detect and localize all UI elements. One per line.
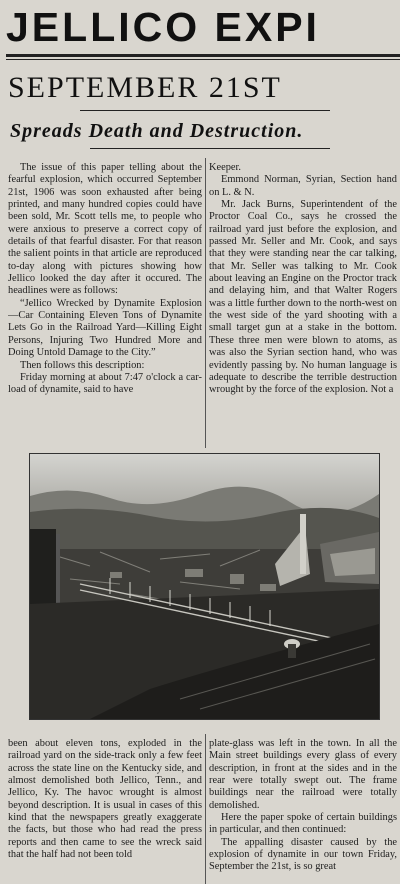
article-paragraph: Emmond Norman, Syrian, Section hand on L. & N. [209, 174, 397, 198]
explosion-aftermath-photo [29, 453, 380, 720]
column-divider [205, 158, 206, 448]
column-divider-bottom [205, 734, 206, 884]
masthead-rule-thin [6, 59, 400, 60]
article-column-bottom-left [8, 738, 202, 884]
article-paragraph: Mr. Jack Burns, Superintendent of the Proctor Coal Co., says he crossed the railroad yard just before the explosion, and passed Mr. Seller and Mr. Cook, and says that they were standing near the car talking, that Mr. Seller was talking to Mr. Cook about leaving an Engine on the Proctor track and delaying him, and that Walter Rogers was a little further down to the north-west on the west side of the yard shooting with a small target gun at a stake in the bottom. These three men were blown to atoms, as was also the Syrian section hand, who was evidently passing by. No human language is adequate to describe the terrible destruction wrought by the force of the explosion. Not a [209, 199, 397, 396]
article-column-bottom-right [209, 738, 397, 884]
article-paragraph: Then follows this description: [20, 359, 145, 371]
article-column-top-left [8, 162, 202, 447]
article-paragraph: Here the paper spoke of certain buildings in particular, and then continued: [209, 812, 397, 836]
subhead-divider [90, 148, 330, 149]
article-paragraph: The appalling disaster caused by the explosion of dynamite in our town Friday, September the 21st, is so great [209, 836, 397, 873]
article-column-top-right [209, 162, 397, 447]
masthead-rule [6, 54, 400, 57]
masthead: JELLICO EXPI [6, 4, 320, 50]
article-paragraph: “Jellico Wrecked by Dynamite Explosion—Car Containing Eleven Tons of Dynamite Lets Go in the Railroad Yard—Killing Eight Persons, Injuring Two Hundred More and Doing Untold Damage to the City.” [8, 297, 202, 359]
subheadline: Spreads Death and Destruction. [10, 120, 304, 142]
headline-divider [80, 110, 330, 111]
article-paragraph: plate-glass was left in the town. In all the Main street buildings every glass of every description, in front at the sides and in the rear were totally swept out. The frame buildings near the railroad were totally demolished. [209, 738, 397, 811]
article-paragraph: been about eleven tons, exploded in the railroad yard on the side-track only a few feet across the state line on the Kentucky side, and almost demolished both Jellico, Tenn., and Jellico, Ky. The havoc wrought is almost beyond description. It is usual in cases of this kind that the newspapers greatly exaggerate the facts, but those who had read the press reports and then came to see the wreck said that the half had not been told [8, 738, 202, 861]
article-paragraph: The issue of this paper telling about the fearful explosion, which occurred September 21st, 1906 was soon exhausted after being printed, and many hundred copies could have been sold, Mr. Scott tells me, to people who were anxious to preserve a correct copy of details of that fearful disaster. For that reason the salient points in that article are reproduced to-day along with pictures showing how Jellico looked the day after it occured. The headlines were as follows: [8, 162, 202, 297]
article-paragraph: Keeper. [209, 162, 242, 173]
article-paragraph: Friday morning at about 7:47 o'clock a car-load of dynamite, said to have [8, 371, 202, 396]
date-headline: SEPTEMBER 21ST [8, 71, 282, 104]
